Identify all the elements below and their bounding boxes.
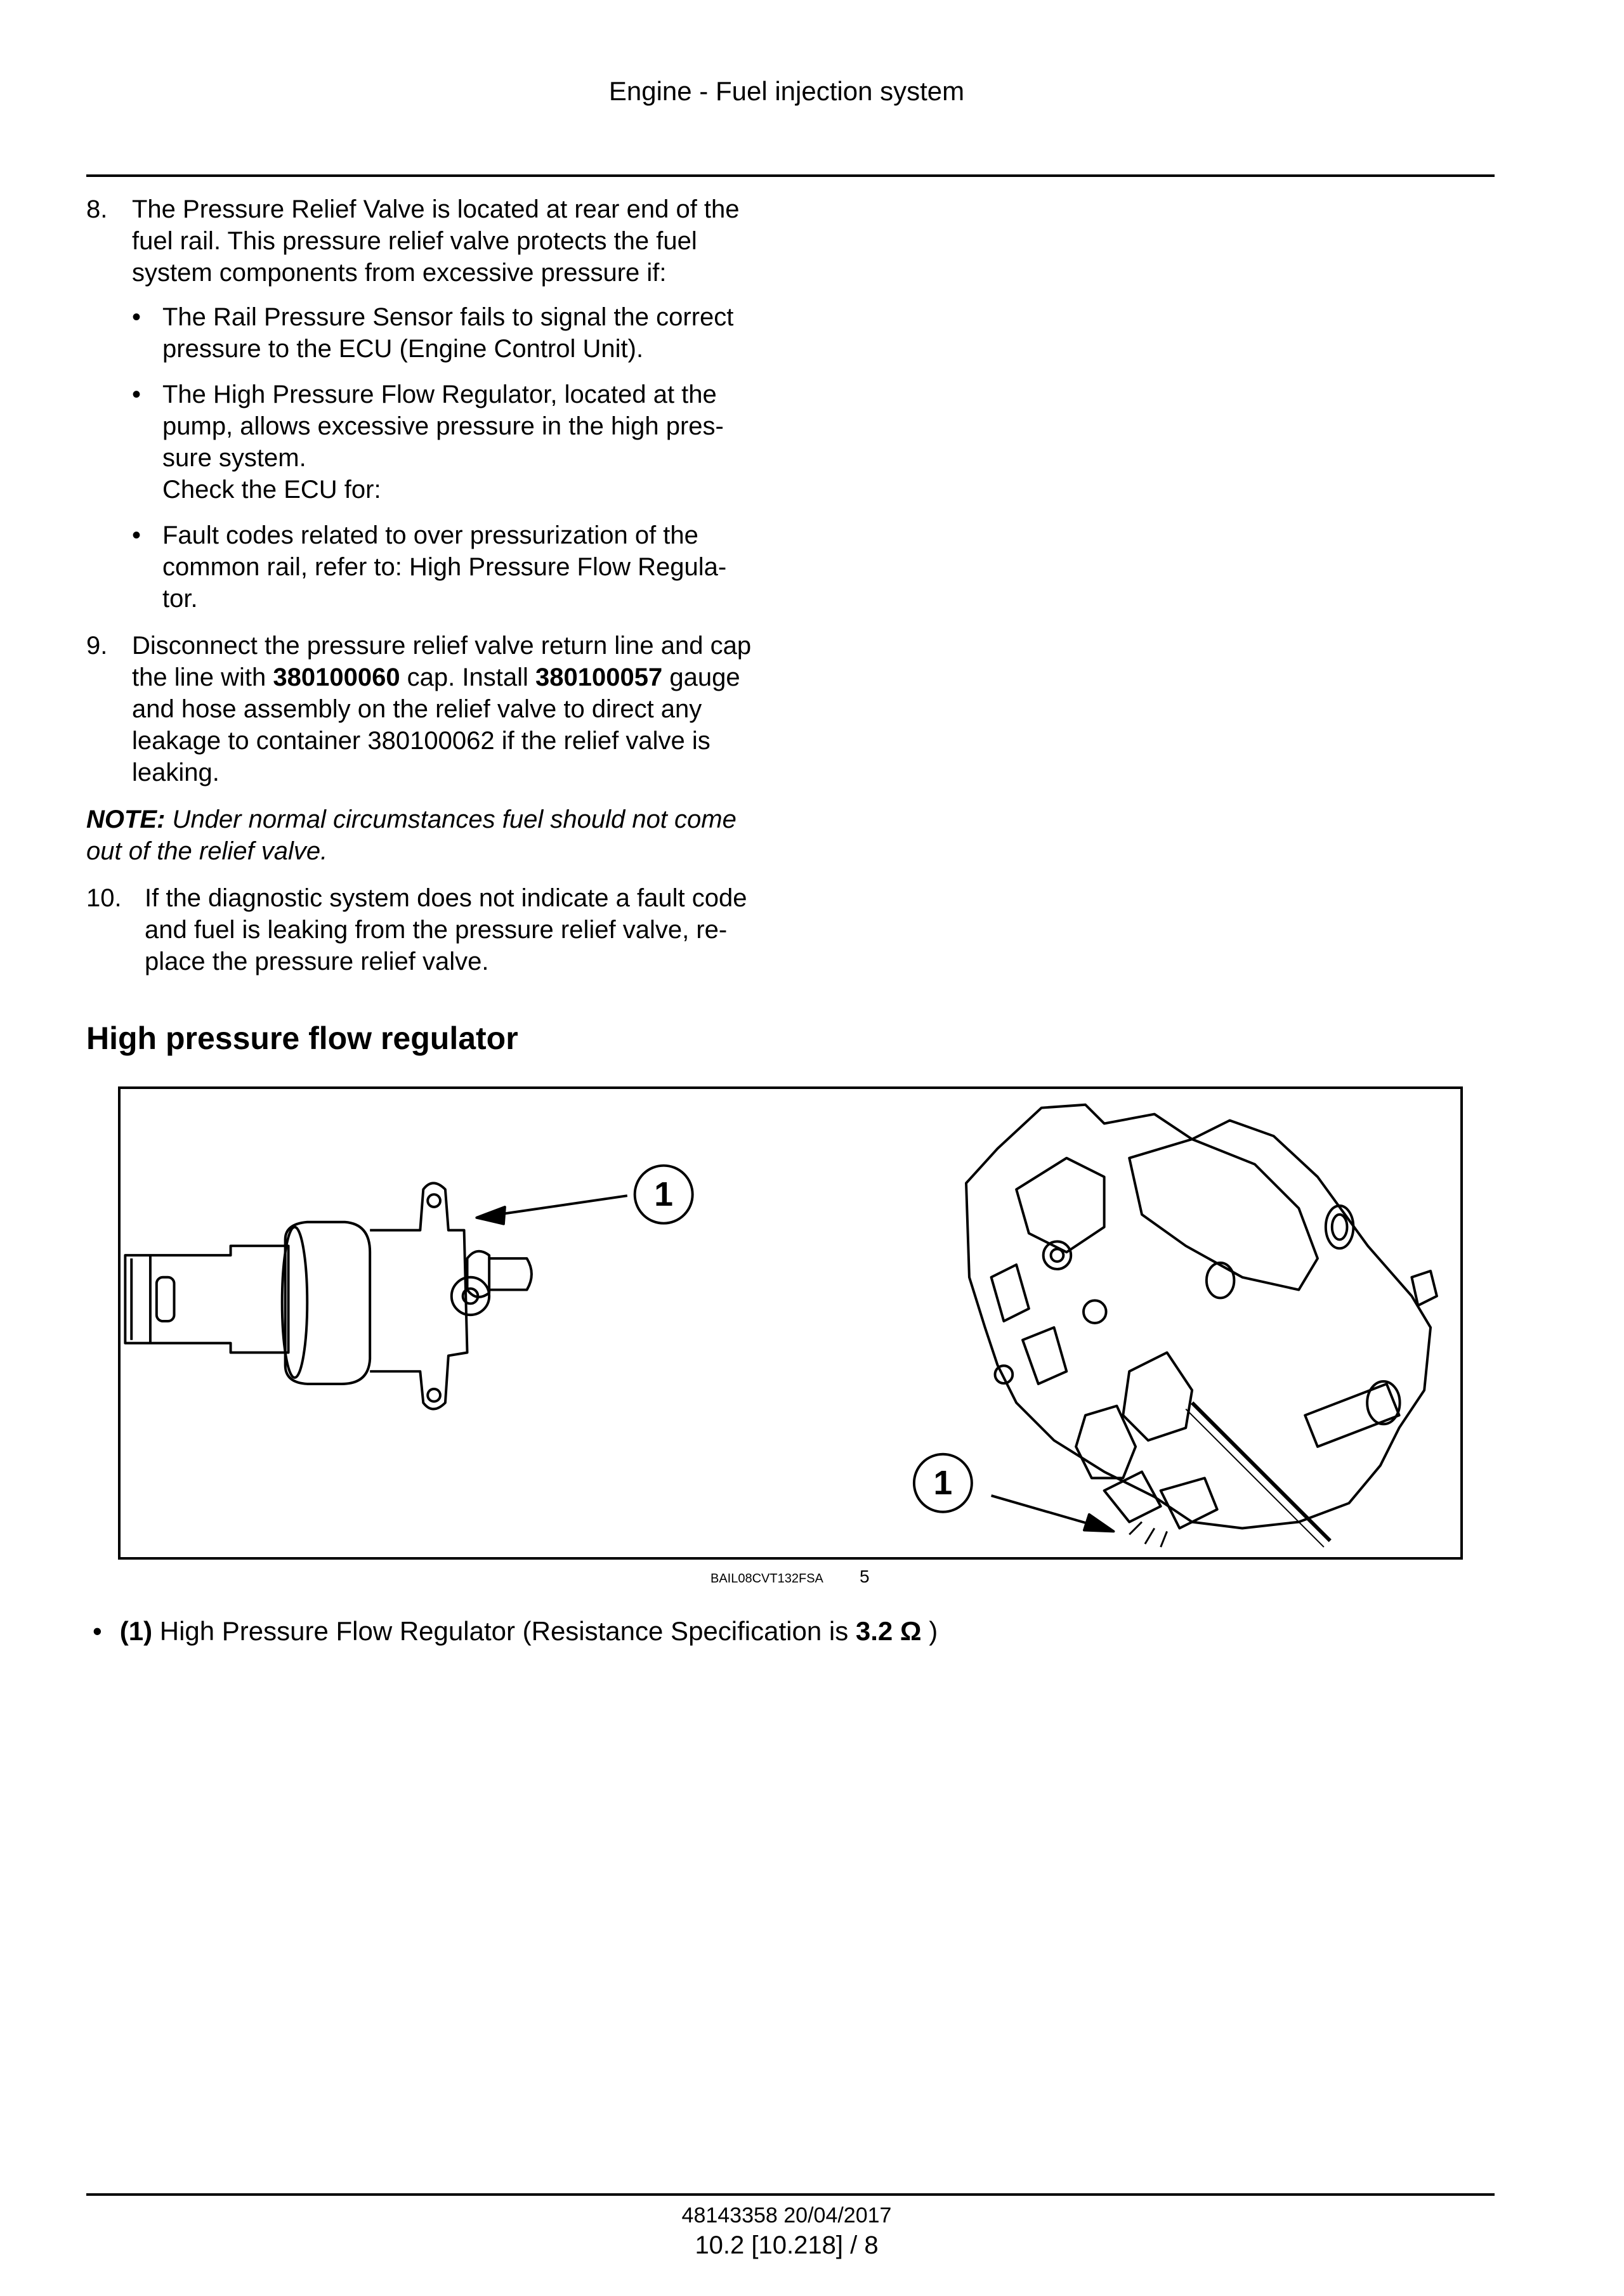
legend-close: ) — [921, 1616, 938, 1646]
figure-legend — [93, 1616, 938, 1647]
step-line: and fuel is leaking from the pressure relief valve, re- — [145, 916, 728, 944]
part-number: 380100057 — [535, 663, 663, 691]
bullet-icon: • — [132, 521, 141, 549]
bullet-icon: • — [132, 303, 141, 331]
step-number: 10. — [86, 884, 122, 912]
step-9 — [86, 630, 790, 788]
list-item — [132, 519, 790, 615]
list-line: pump, allows excessive pressure in the high pres- — [162, 412, 724, 440]
bullet-icon: • — [132, 381, 141, 408]
list-line: pressure to the ECU (Engine Control Unit). — [162, 335, 644, 363]
footer-doc-id: 48143358 20/04/2017 — [681, 2203, 892, 2228]
legend-value: 3.2 Ω — [855, 1616, 922, 1646]
step-text: the line with — [132, 663, 273, 691]
step-line: system components from excessive pressure if: — [132, 259, 667, 287]
figure-illustration — [121, 1089, 1460, 1557]
regulator-body — [285, 1222, 370, 1384]
step-8 — [86, 193, 790, 615]
figure-flow-regulator — [118, 1086, 1463, 1560]
step-number: 9. — [86, 632, 108, 660]
step-text: gauge — [662, 663, 740, 691]
step-line: leaking. — [132, 759, 219, 786]
pump-fitting — [1123, 1352, 1192, 1440]
list-item — [132, 379, 790, 506]
regulator-connector-slot — [157, 1277, 174, 1321]
list-item — [132, 301, 790, 365]
list-line: The High Pressure Flow Regulator, located at the — [162, 381, 717, 408]
callout-label-left: 1 — [654, 1176, 674, 1214]
callout-label-right: 1 — [933, 1464, 953, 1503]
legend-text: High Pressure Flow Regulator (Resistance Specification is — [152, 1616, 856, 1646]
step-line: and hose assembly on the relief valve to direct any — [132, 695, 702, 723]
regulator-outlet — [468, 1251, 490, 1297]
step-number: 8. — [86, 195, 108, 223]
note-line: out of the relief valve. — [86, 837, 328, 865]
footer-rule — [86, 2193, 1495, 2196]
condition-list — [132, 301, 790, 615]
bullet-icon: • — [93, 1616, 102, 1646]
step-10 — [86, 882, 790, 977]
section-title: High pressure flow regulator — [86, 1021, 518, 1056]
note-label: NOTE: — [86, 806, 166, 833]
step-line: The Pressure Relief Valve is located at rear end of the — [132, 195, 740, 223]
header-rule — [86, 174, 1495, 177]
step-line: fuel rail. This pressure relief valve protects the fuel — [132, 227, 697, 255]
note-line — [86, 804, 790, 835]
list-line: sure system. — [162, 444, 306, 472]
list-line: common rail, refer to: High Pressure Flow Regula- — [162, 553, 727, 581]
step-line: If the diagnostic system does not indicate a fault code — [145, 884, 747, 912]
step-line: place the pressure relief valve. — [145, 948, 489, 975]
note-text: Under normal circumstances fuel should not come — [165, 806, 737, 833]
step-line — [132, 662, 790, 693]
list-line: Check the ECU for: — [162, 476, 381, 504]
pump-outline — [966, 1105, 1431, 1529]
step-text: cap. Install — [400, 663, 535, 691]
list-line: The Rail Pressure Sensor fails to signal the correct — [162, 303, 734, 331]
page-header-title: Engine - Fuel injection system — [608, 76, 965, 106]
part-number: 380100060 — [273, 663, 400, 691]
legend-key: (1) — [119, 1616, 153, 1646]
list-line: tor. — [162, 585, 198, 613]
step-line: leakage to container 380100062 if the relief valve is — [132, 727, 710, 755]
footer-page-number: 10.2 [10.218] / 8 — [695, 2231, 879, 2259]
list-line: Fault codes related to over pressurization of the — [162, 521, 698, 549]
instructions-column — [86, 193, 790, 993]
step-line: Disconnect the pressure relief valve return line and cap — [132, 632, 752, 660]
figure-number: 5 — [860, 1567, 870, 1586]
figure-caption: BAIL08CVT132FSA — [710, 1572, 823, 1586]
note — [86, 804, 790, 867]
